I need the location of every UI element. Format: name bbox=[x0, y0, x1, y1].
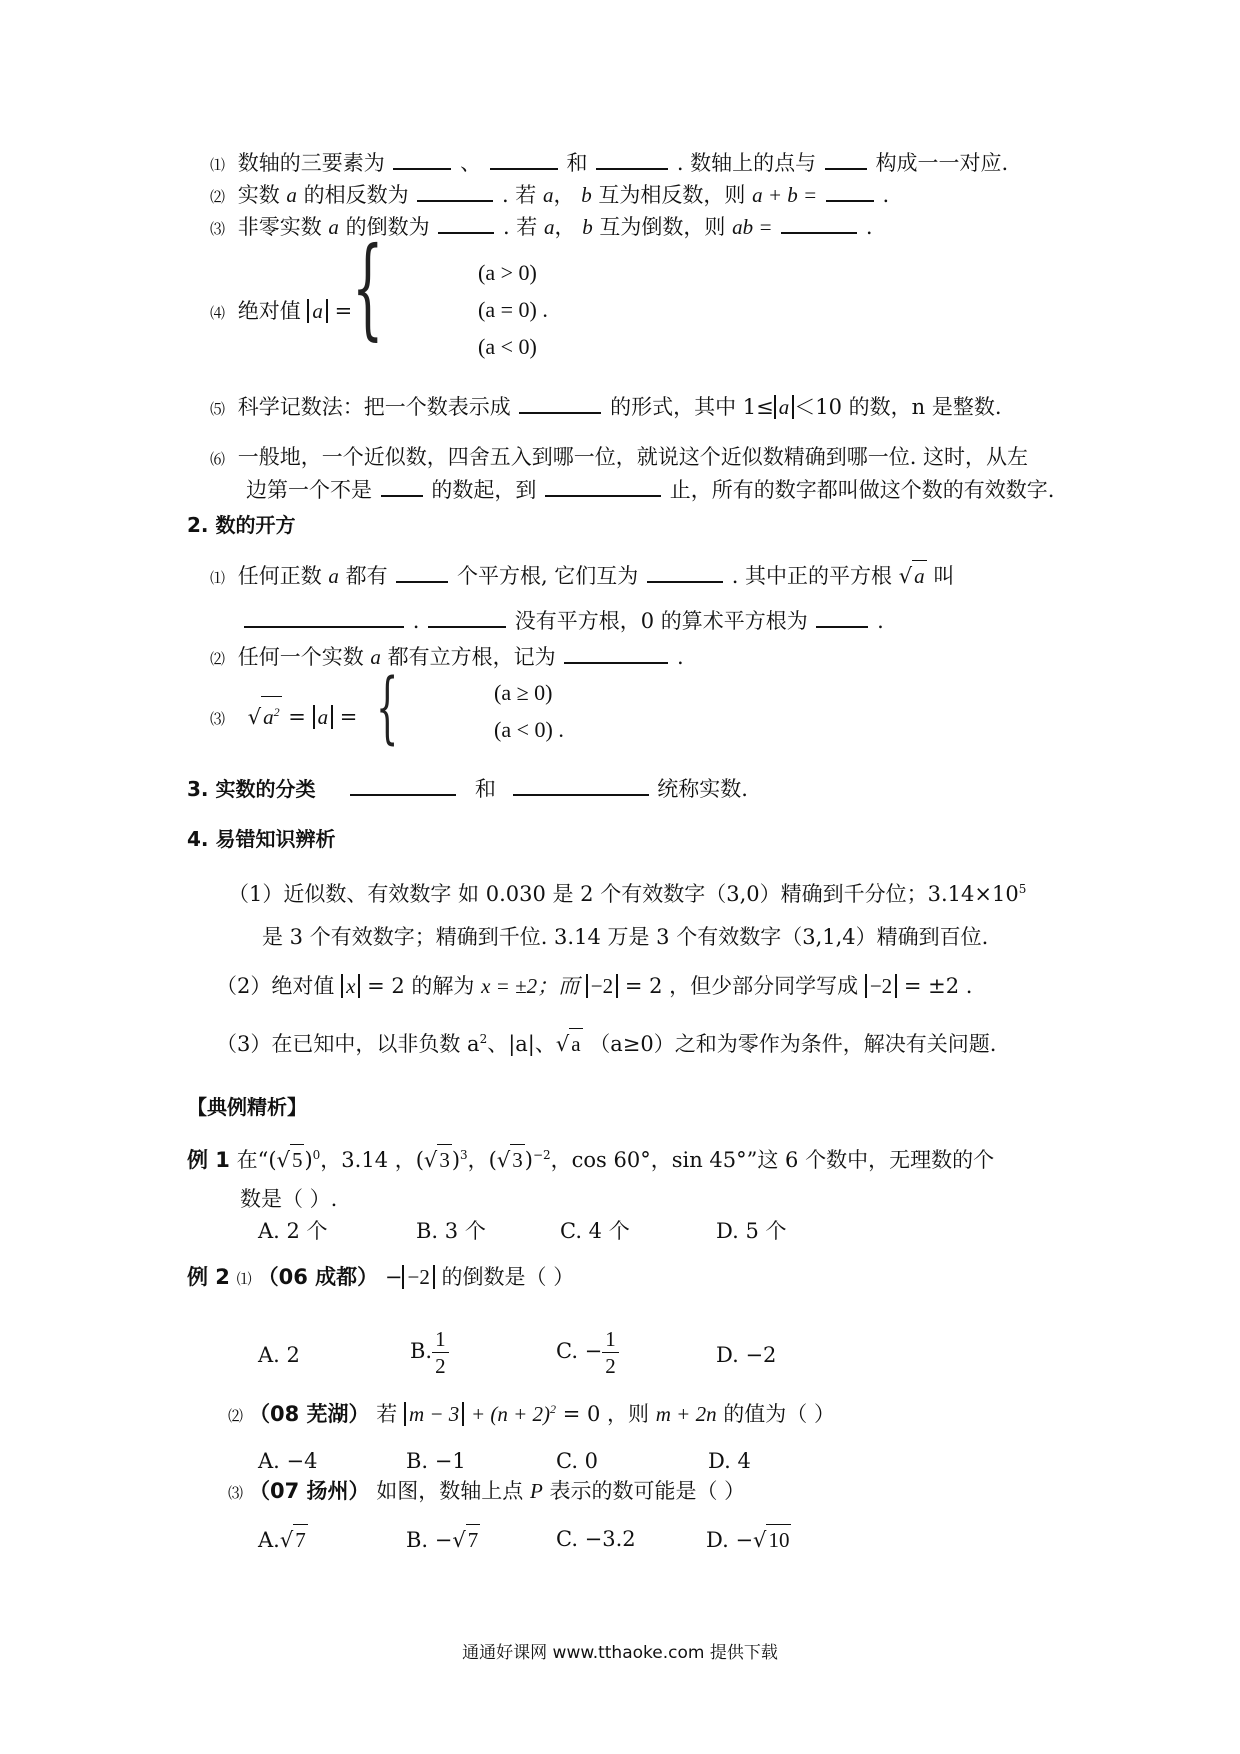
item-2-2: ⑵ 任何一个实数 a 都有立方根，记为 . bbox=[210, 642, 684, 674]
examples-title: 【典例精析】 bbox=[187, 1095, 307, 1119]
item-1-2: ⑵ 实数 a 的相反数为 . 若 a， b 互为相反数，则 a + b = . bbox=[210, 180, 889, 212]
option-a[interactable]: A. −4 bbox=[258, 1449, 318, 1473]
answer-blank[interactable] bbox=[596, 148, 668, 170]
answer-blank[interactable] bbox=[816, 606, 868, 628]
item-1-6-cont: 边第一个不是 的数起，到 止，所有的数字都叫做这个数的有效数字. bbox=[246, 475, 1054, 505]
option-d[interactable]: D. −√10 bbox=[706, 1524, 791, 1555]
item-2-1-cont: . 没有平方根，0 的算术平方根为 . bbox=[242, 606, 884, 636]
option-c[interactable]: C. 0 bbox=[556, 1449, 599, 1473]
item-4-1: （1）近似数、有效数字 如 0.030 是 2 个有效数字（3,0）精确到千分位；$3.14\times 10^5$ bbox=[228, 882, 1027, 906]
answer-blank[interactable] bbox=[244, 606, 404, 628]
section-2-title: 2. 数的开方 bbox=[187, 513, 296, 537]
item-1-6: ⑹ 一般地，一个近似数，四舍五入到哪一位，就说这个近似数精确到哪一位. 这时，从左 bbox=[210, 445, 1029, 469]
option-b[interactable]: B. −√7 bbox=[406, 1524, 480, 1555]
option-a[interactable]: A.√7 bbox=[258, 1524, 308, 1555]
answer-blank[interactable] bbox=[393, 148, 451, 170]
left-brace: { bbox=[352, 223, 384, 351]
answer-blank[interactable] bbox=[396, 561, 448, 583]
answer-blank[interactable] bbox=[350, 774, 456, 796]
option-b[interactable]: B. $\frac{1}{2}$ bbox=[410, 1326, 449, 1379]
option-d[interactable]: D. 5 个 bbox=[716, 1219, 787, 1243]
answer-blank[interactable] bbox=[781, 212, 857, 234]
option-c[interactable]: C. −3.2 bbox=[556, 1527, 636, 1551]
item-2-3: ⑶ $√a^2 = a$ = bbox=[210, 696, 357, 734]
item-1-3: ⑶ 非零实数 a 的倒数为 . 若 a， b 互为倒数，则 ab = . bbox=[210, 212, 873, 244]
option-b[interactable]: B. −1 bbox=[406, 1449, 466, 1473]
item-4-1-cont: 是 3 个有效数字；精确到千位. 3.14 万是 3 个有效数字（3,1,4）精确到百位. bbox=[262, 925, 989, 949]
option-d[interactable]: D. −2 bbox=[716, 1343, 777, 1367]
answer-blank[interactable] bbox=[438, 212, 494, 234]
answer-blank[interactable] bbox=[417, 180, 493, 202]
answer-blank[interactable] bbox=[519, 392, 601, 414]
item-1-4: ⑷ 绝对值 a = bbox=[210, 299, 353, 323]
answer-blank[interactable] bbox=[513, 774, 649, 796]
section-3: 3. 实数的分类 和 统称实数. bbox=[187, 774, 748, 804]
item-4-2: （2）绝对值 x = 2 的解为 x = ±2；而 −2 = 2 ，但少部分同学写成 −2 = ±2 . bbox=[216, 974, 973, 998]
option-a[interactable]: A. 2 个 bbox=[258, 1219, 328, 1243]
item-1-5: ⑸ 科学记数法：把一个数表示成 的形式，其中 1≤ a ＜10 的数，n 是整数. bbox=[210, 392, 1002, 424]
option-d[interactable]: D. 4 bbox=[708, 1449, 751, 1473]
example-2-2: ⑵ （08 芜湖） 若 $m - 3 + (n + 2)^2 = 0$ ，则 m + 2n 的值为（ ） bbox=[228, 1402, 835, 1426]
option-c[interactable]: C. 4 个 bbox=[560, 1219, 630, 1243]
item-1-1: ⑴ 数轴的三要素为 、 和 . 数轴上的点与 构成一一对应. bbox=[210, 148, 1008, 180]
option-a[interactable]: A. 2 bbox=[258, 1343, 300, 1367]
answer-blank[interactable] bbox=[381, 475, 423, 497]
example-1: 例 1 在“$(√5)^0$，3.14 ，$(√3)^3$，$(√3)^{-2}$，cos 60°，sin 45°”这 6 个数中，无理数的个 bbox=[187, 1140, 994, 1175]
left-brace: { bbox=[376, 663, 399, 753]
example-2-1-options bbox=[258, 1326, 818, 1386]
example-1-cont: 数是（ ）. bbox=[240, 1187, 338, 1211]
answer-blank[interactable] bbox=[545, 475, 661, 497]
section-4-title: 4. 易错知识辨析 bbox=[187, 827, 336, 851]
answer-blank[interactable] bbox=[826, 180, 874, 202]
item-2-1: ⑴ 任何正数 a 都有 个平方根, 它们互为 . 其中正的平方根 √a 叫 bbox=[210, 560, 954, 593]
answer-blank[interactable] bbox=[490, 148, 558, 170]
item-4-3: （3）在已知中，以非负数 $a^2$、|a|、√a （a≥0）之和为零作为条件，解决有关问题. bbox=[216, 1024, 996, 1059]
example-2-3: ⑶ （07 扬州） 如图，数轴上点 P 表示的数可能是（ ） bbox=[228, 1479, 746, 1503]
section-3-title: 3. 实数的分类 bbox=[187, 777, 316, 801]
answer-blank[interactable] bbox=[564, 642, 668, 664]
example-2-1: 例 2 ⑴ （06 成都） − −2 的倒数是（ ） bbox=[187, 1265, 575, 1289]
answer-blank[interactable] bbox=[647, 561, 723, 583]
answer-blank[interactable] bbox=[428, 606, 506, 628]
option-b[interactable]: B. 3 个 bbox=[416, 1219, 486, 1243]
answer-blank[interactable] bbox=[825, 148, 867, 170]
option-c[interactable]: C. − $\frac{1}{2}$ bbox=[556, 1326, 619, 1379]
item-number: ⑴ bbox=[210, 156, 226, 174]
page-footer: 通通好课网 www.tthaoke.com 提供下载 bbox=[462, 1643, 778, 1663]
